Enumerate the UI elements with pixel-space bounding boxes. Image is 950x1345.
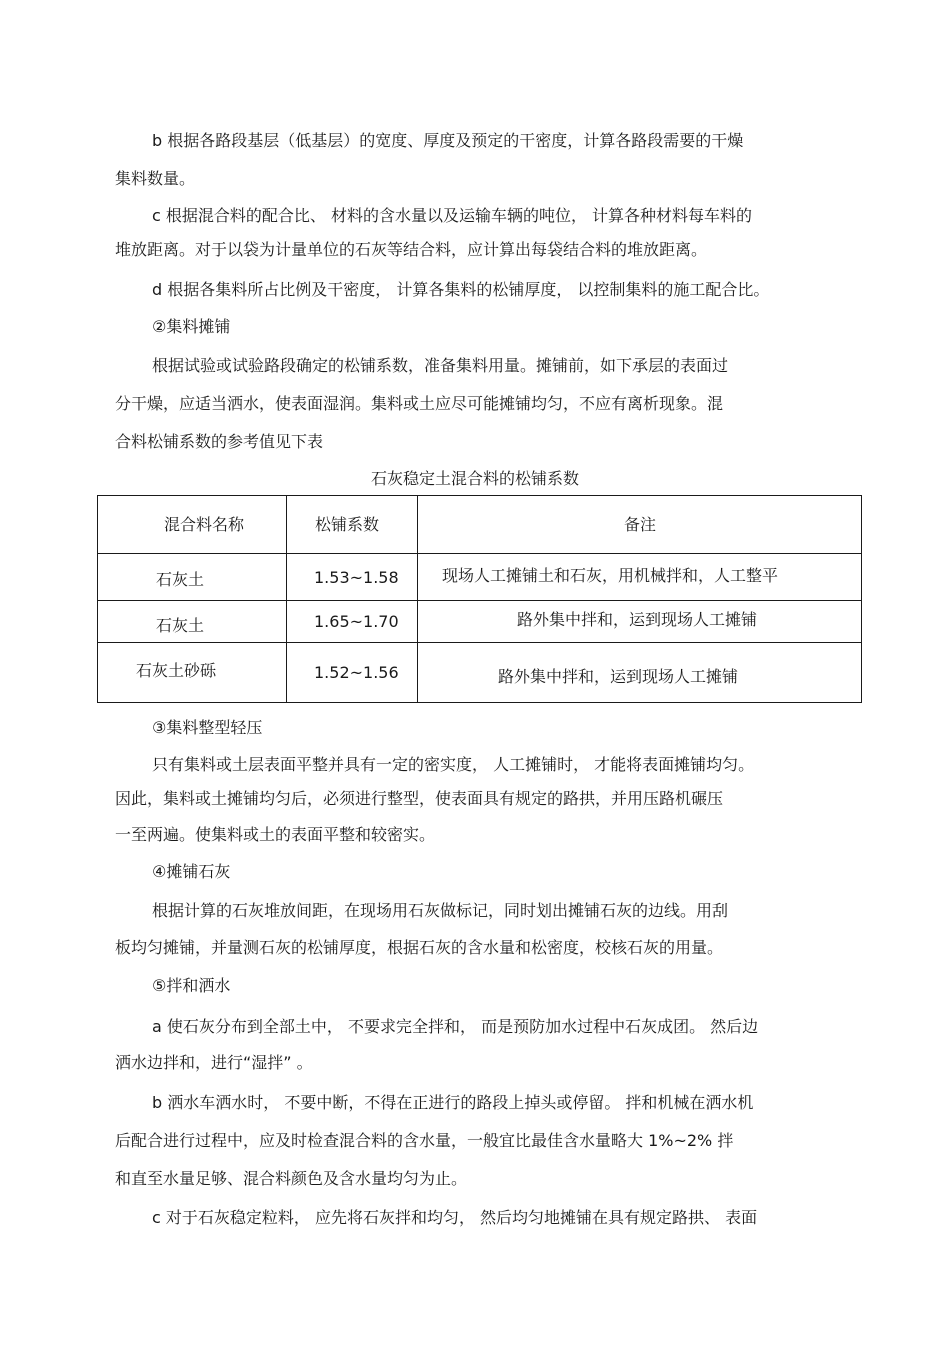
paragraph-line: 洒水边拌和，进行“湿拌” 。 xyxy=(115,1053,313,1072)
paragraph-line: 因此，集料或土摊铺均匀后，必须进行整型，使表面具有规定的路拱，并用压路机碾压 xyxy=(115,789,724,808)
paragraph-line: 一至两遍。使集料或土的表面平整和较密实。 xyxy=(115,825,436,844)
table-cell: 路外集中拌和，运到现场人工摊铺 xyxy=(517,610,758,629)
table-row xyxy=(98,643,862,703)
paragraph-line: 和直至水量足够、混合料颜色及含水量均匀为止。 xyxy=(115,1169,468,1188)
table-cell: 石灰土砂砾 xyxy=(136,661,217,680)
paragraph-line: 根据计算的石灰堆放间距，在现场用石灰做标记，同时划出摊铺石灰的边线。用刮 xyxy=(152,901,729,920)
paragraph-line: b 根据各路段基层（低基层）的宽度、厚度及预定的干密度，计算各路段需要的干燥 xyxy=(152,131,744,150)
table-header-cell: 松铺系数 xyxy=(315,515,380,534)
table-cell: 1.65~1.70 xyxy=(314,612,399,631)
paragraph-line: c 根据混合料的配合比、 材料的含水量以及运输车辆的吨位， 计算各种材料每车料的 xyxy=(152,206,753,225)
table-header-row xyxy=(98,496,862,554)
table-cell: 1.52~1.56 xyxy=(314,663,399,682)
paragraph-line: b 洒水车洒水时， 不要中断，不得在正进行的路段上掉头或停留。 拌和机械在洒水机 xyxy=(152,1093,754,1112)
table-cell: 石灰土 xyxy=(156,616,205,635)
table-caption: 石灰稳定土混合料的松铺系数 xyxy=(370,469,579,488)
paragraph-line: 只有集料或土层表面平整并具有一定的密实度， 人工摊铺时， 才能将表面摊铺均匀。 xyxy=(152,755,755,774)
paragraph-line: 板均匀摊铺，并量测石灰的松铺厚度，根据石灰的含水量和松密度，校核石灰的用量。 xyxy=(115,938,724,957)
paragraph-line: 集料数量。 xyxy=(115,169,196,188)
paragraph-line: 合料松铺系数的参考值见下表 xyxy=(115,432,324,451)
table-header-cell: 混合料名称 xyxy=(164,515,245,534)
paragraph-line: a 使石灰分布到全部土中， 不要求完全拌和， 而是预防加水过程中石灰成团。 然后边 xyxy=(152,1017,759,1036)
paragraph-line: 分干燥，应适当洒水，使表面湿润。集料或土应尽可能摊铺均匀，不应有离析现象。混 xyxy=(115,394,724,413)
section-heading: ⑤拌和洒水 xyxy=(152,976,231,995)
table-row xyxy=(98,554,862,601)
section-heading: ②集料摊铺 xyxy=(152,317,231,336)
paragraph-line: 堆放距离。对于以袋为计量单位的石灰等结合料，应计算出每袋结合料的堆放距离。 xyxy=(115,240,708,259)
table-row xyxy=(98,601,862,643)
table-cell: 路外集中拌和，运到现场人工摊铺 xyxy=(498,667,739,686)
paragraph-line: 后配合进行过程中，应及时检查混合料的含水量，一般宜比最佳含水量略大 1%~2% 拌 xyxy=(115,1131,734,1150)
table-cell: 现场人工摊铺土和石灰，用机械拌和，人工整平 xyxy=(442,566,779,585)
table-cell: 1.53~1.58 xyxy=(314,568,399,587)
table-cell: 石灰土 xyxy=(156,570,205,589)
paragraph-line: c 对于石灰稳定粒料， 应先将石灰拌和均匀， 然后均匀地摊铺在具有规定路拱、 表面 xyxy=(152,1208,758,1227)
table-header-cell: 备注 xyxy=(624,515,657,534)
paragraph-line: d 根据各集料所占比例及干密度， 计算各集料的松铺厚度， 以控制集料的施工配合比。 xyxy=(152,280,770,299)
data-table xyxy=(97,495,862,703)
section-heading: ④摊铺石灰 xyxy=(152,862,231,881)
paragraph-line: 根据试验或试验路段确定的松铺系数，准备集料用量。摊铺前，如下承层的表面过 xyxy=(152,356,729,375)
section-heading: ③集料整型轻压 xyxy=(152,718,263,737)
